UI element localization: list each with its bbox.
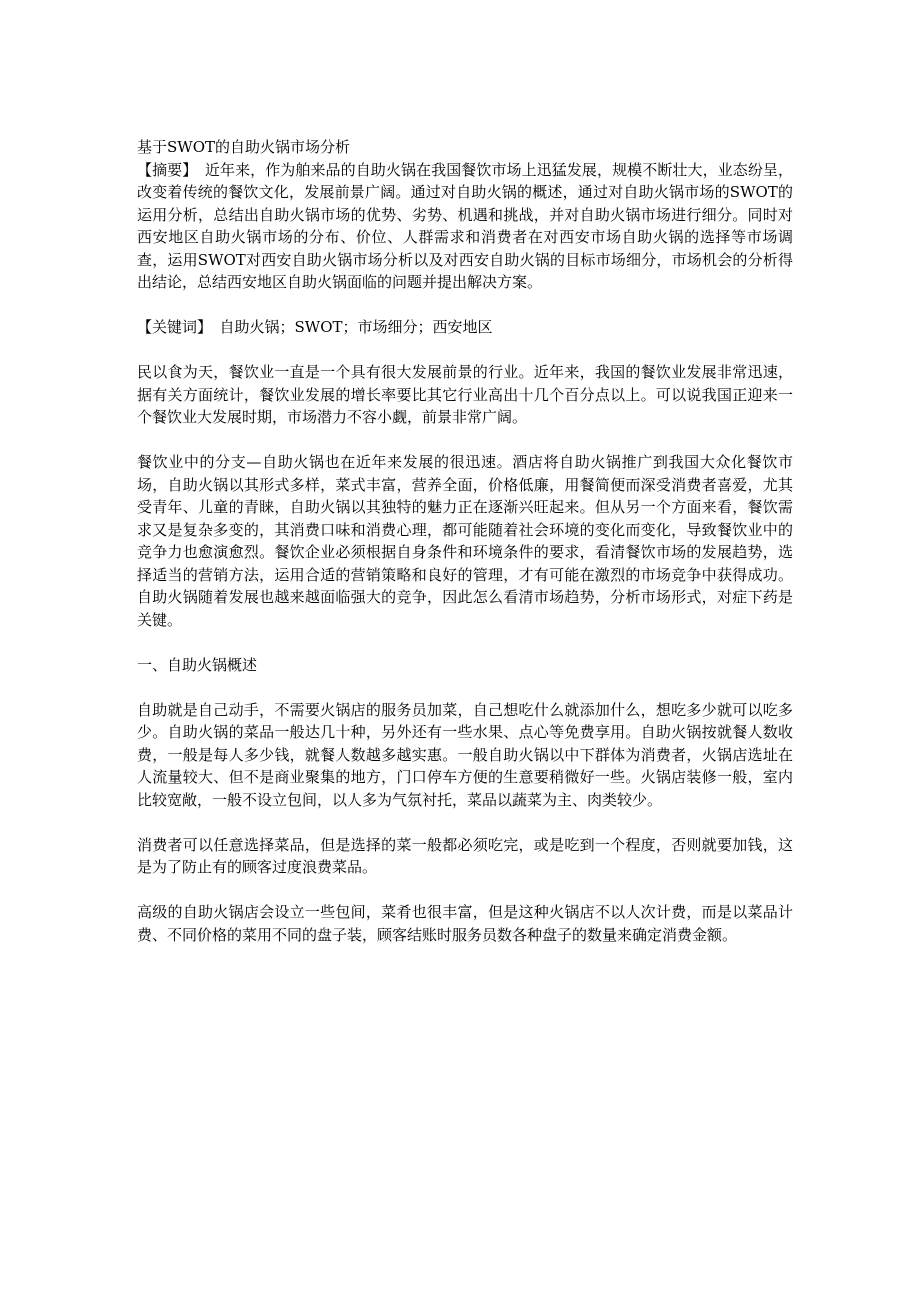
intro-paragraph-1: 民以食为天，餐饮业一直是一个具有很大发展前景的行业。近年来，我国的餐饮业发展非常迅速，据有关方面统计，餐饮业发展的增长率要比其它行业高出十几个百分点以上。可以说我国正迎来一个餐饮业大发展时期，市场潜力不容小觑，前景非常广阔。	[137, 363, 793, 426]
document-title: 基于SWOT的自助火锅市场分析	[137, 138, 350, 156]
abstract-paragraph: 【摘要】 近年来，作为舶来品的自助火锅在我国餐饮市场上迅猛发展，规模不断壮大，业态纷呈，改变着传统的餐饮文化，发展前景广阔。通过对自助火锅的概述，通过对自助火锅市场的SWOT的运用分析，总结出自助火锅市场的优势、劣势、机遇和挑战，并对自助火锅市场进行细分。同时对西安地区自助火锅市场的分布、价位、人群需求和消费者在对西安市场自助火锅的选择等市场调查，运用SWOT对西安自助火锅市场分析以及对西安自助火锅的目标市场细分，市场机会的分析得出结论，总结西安地区自助火锅面临的问题并提出解决方案。	[137, 160, 793, 291]
paragraph-spacer	[137, 676, 793, 699]
paragraph-spacer	[137, 339, 793, 362]
paragraph-spacer	[137, 811, 793, 834]
paragraph-spacer	[137, 294, 793, 317]
intro-paragraph-2: 餐饮业中的分支—自助火锅也在近年来发展的很迅速。酒店将自助火锅推广到我国大众化餐饮市场，自助火锅以其形式多样，菜式丰富，营养全面，价格低廉，用餐简便而深受消费者喜爱，尤其受青年、儿童的青睐，自助火锅以其独特的魅力正在逐渐兴旺起来。但从另一个方面来看，餐饮需求又是复杂多变的，其消费口味和消费心理，都可能随着社会环境的变化而变化，导致餐饮业中的竞争力也愈演愈烈。餐饮企业必须根据自身条件和环境条件的要求，看清餐饮市场的发展趋势，选择适当的营销方法，运用合适的营销策略和良好的管理，才有可能在激烈的市场竞争中获得成功。自助火锅随着发展也越来越面临强大的竞争，因此怎么看清市场趋势，分析市场形式，对症下药是关键。	[137, 453, 793, 629]
keywords-line: 【关键词】 自助火锅；SWOT；市场细分；西安地区	[137, 318, 493, 336]
paragraph-spacer	[137, 879, 793, 902]
paragraph-spacer	[137, 429, 793, 452]
section-1-paragraph-3: 高级的自助火锅店会设立一些包间，菜肴也很丰富，但是这种火锅店不以人次计费，而是以菜品计费、不同价格的菜用不同的盘子装，顾客结账时服务员数各种盘子的数量来确定消费金额。	[137, 903, 793, 944]
section-1-paragraph-2: 消费者可以任意选择菜品，但是选择的菜一般都必须吃完，或是吃到一个程度，否则就要加钱，这是为了防止有的顾客过度浪费菜品。	[137, 835, 793, 876]
section-1-heading: 一、自助火锅概述	[137, 655, 258, 674]
document-body	[137, 136, 793, 946]
paragraph-spacer	[137, 631, 793, 654]
section-1-paragraph-1: 自助就是自己动手，不需要火锅店的服务员加菜，自己想吃什么就添加什么，想吃多少就可以吃多少。自助火锅的菜品一般达几十种，另外还有一些水果、点心等免费享用。自助火锅按就餐人数收费，一般是每人多少钱，就餐人数越多越实惠。一般自助火锅以中下群体为消费者，火锅店选址在人流量较大、但不是商业聚集的地方，门口停车方便的生意要稍微好一些。火锅店装修一般，室内比较宽敞，一般不设立包间，以人多为气氛衬托，菜品以蔬菜为主、肉类较少。	[137, 700, 793, 809]
